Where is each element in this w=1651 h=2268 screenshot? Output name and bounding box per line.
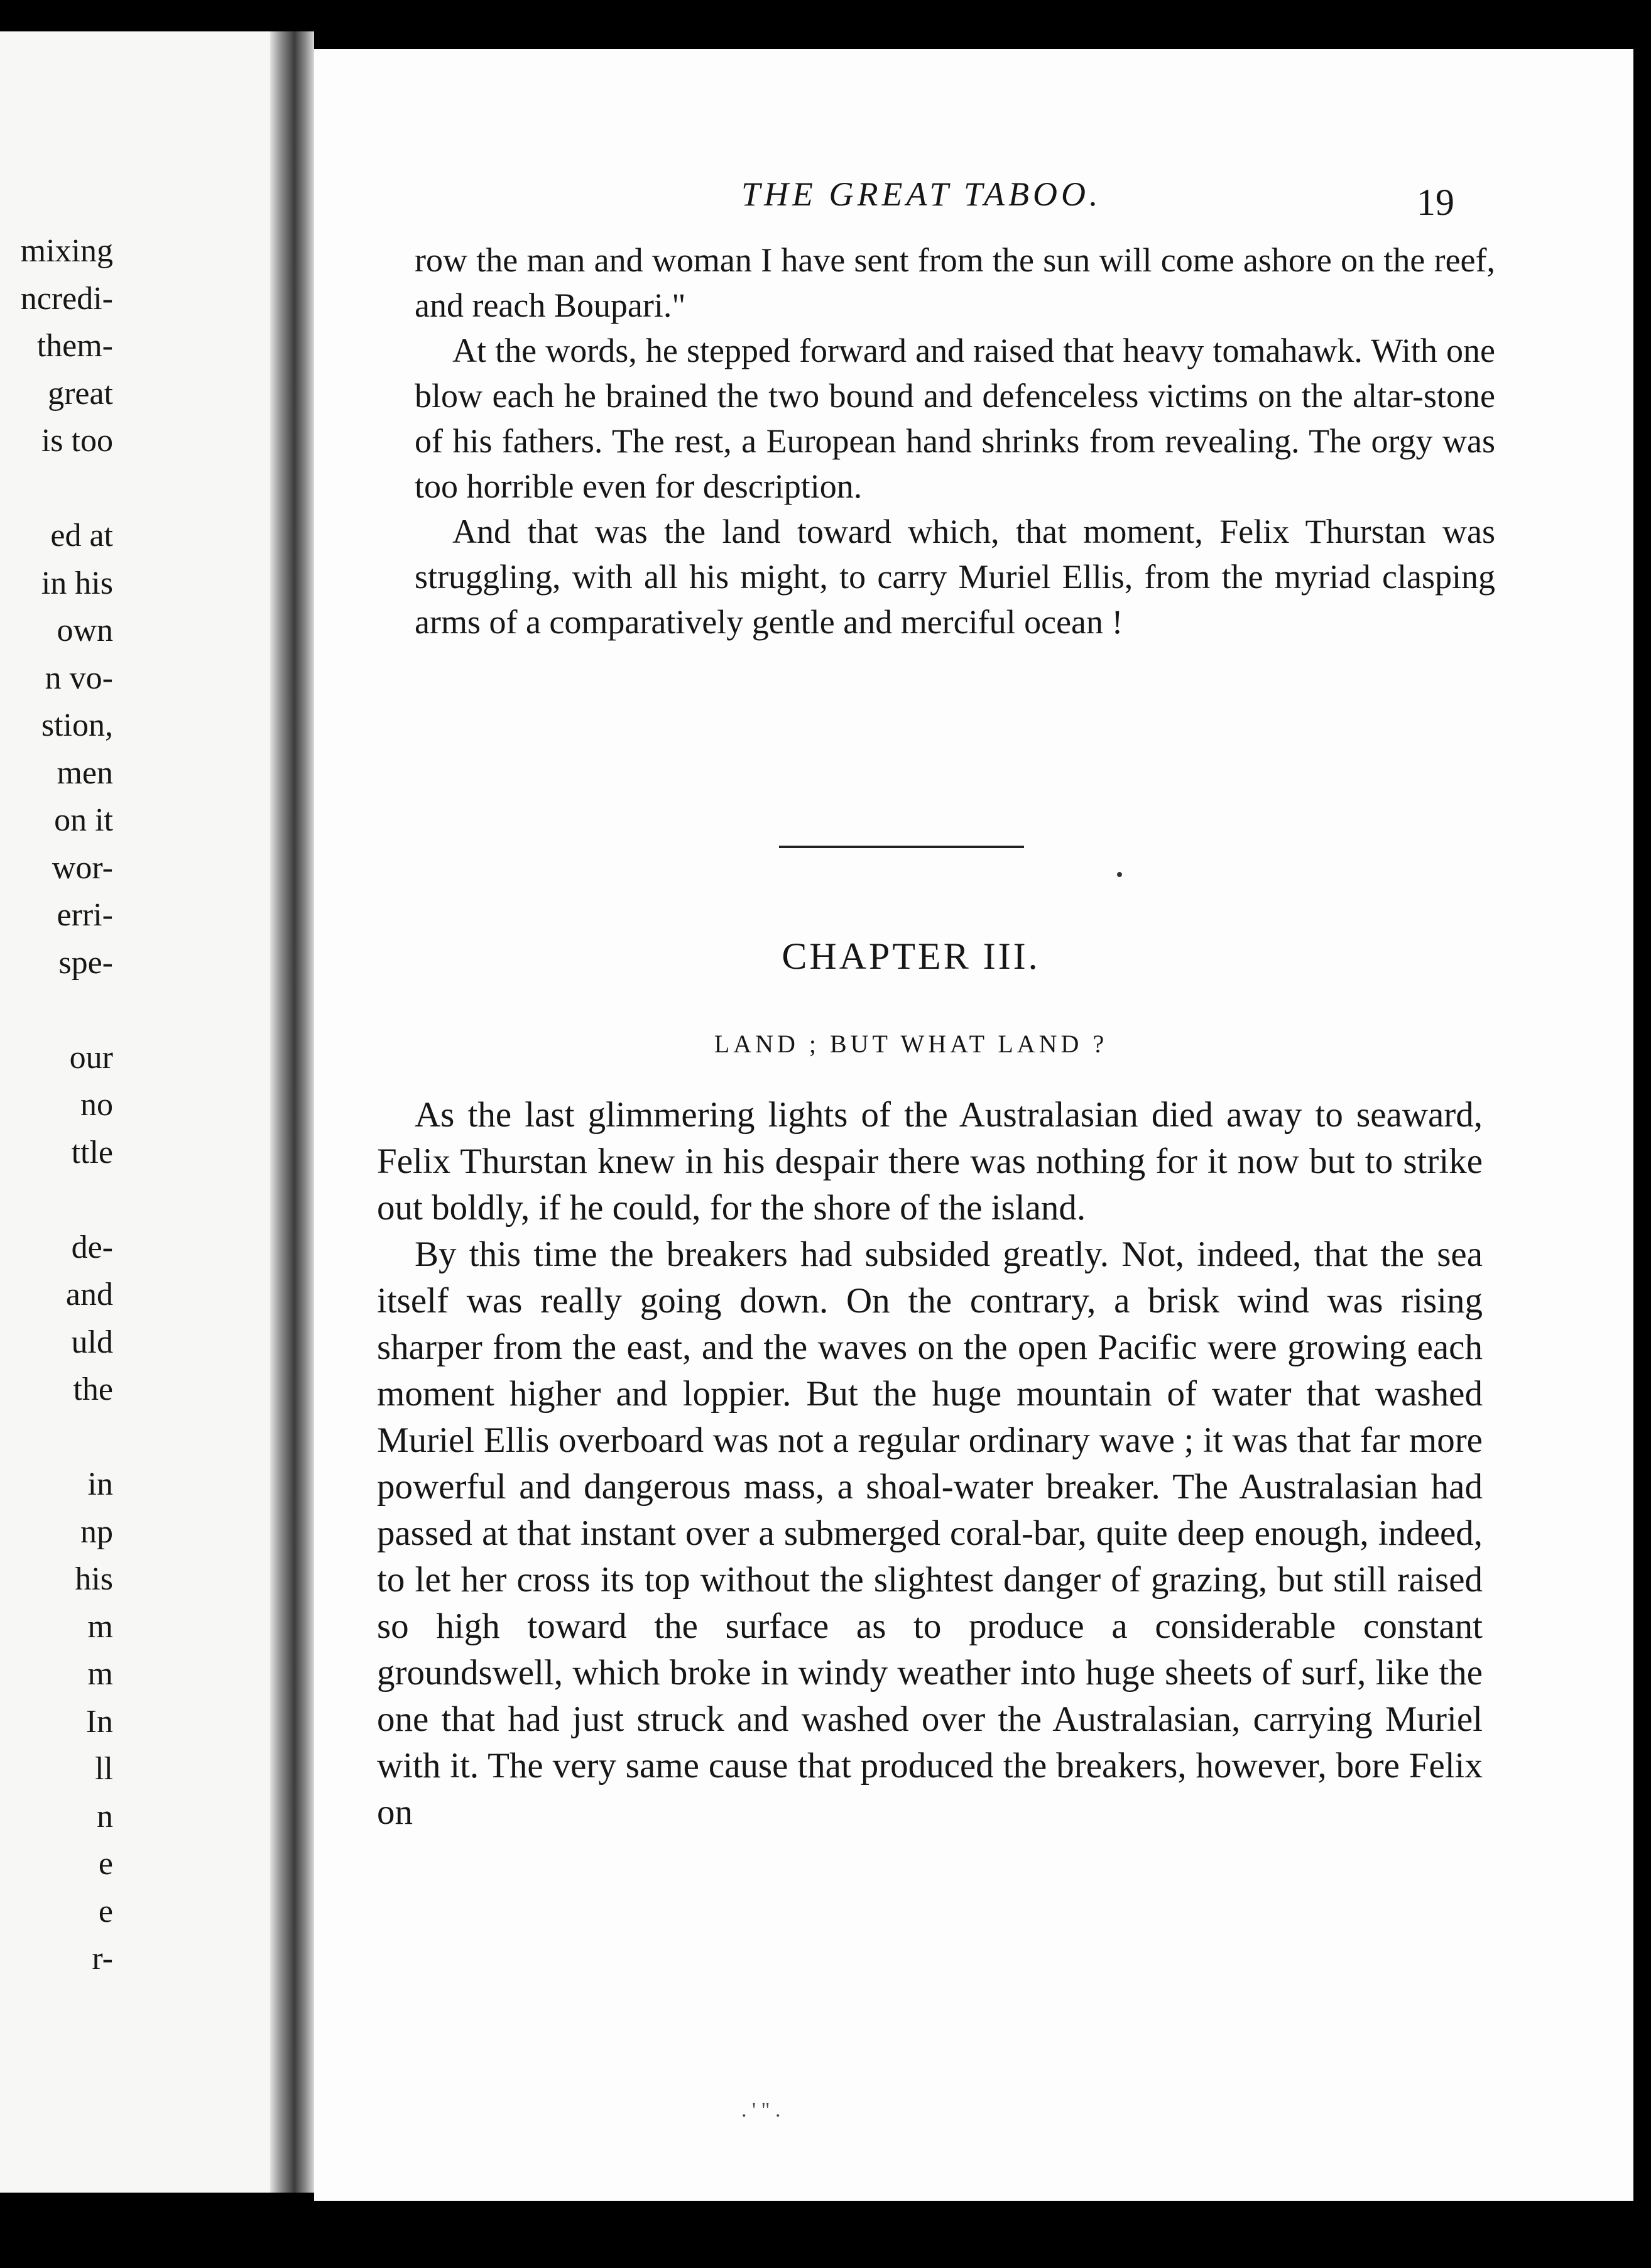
paragraph: By this time the breakers had subsided greatly. Not, indeed, that the sea itself was really going down. On the contrary, a brisk wind was rising sharper from the east, and the waves on the open Pacific were growing each moment higher and loppier. But the huge mountain of water that washed Muriel Ellis overboard was not a regular ordinary wave ; it was that far more powerful and dangerous mass, a shoal-water breaker. The Australasian had passed at that instant over a submerged coral-bar, quite deep enough, indeed, to let her cross its top without the slightest danger of grazing, but still raised so high toward the surface as to produce a considerable constant groundswell, which broke in windy weather into huge sheets of surf, like the one that had just struck and washed over the Australasian, carrying Muriel with it. The very same cause that produced the breakers, however, bore Felix on xyxy=(377,1235,1483,1832)
left-page-fragment: the xyxy=(73,1371,113,1407)
left-facing-page xyxy=(0,31,270,2193)
left-page-fragment: is too xyxy=(41,423,113,459)
left-page-fragment: m xyxy=(87,1656,113,1692)
left-page-fragment: In xyxy=(85,1703,113,1740)
page-number: 19 xyxy=(1417,182,1454,223)
left-page-fragment: own xyxy=(57,613,113,648)
left-page-fragment: mixing xyxy=(20,233,113,269)
left-page-fragment: ttle xyxy=(71,1134,113,1170)
chapter-title: CHAPTER III. xyxy=(782,935,1040,977)
left-page-fragment: in xyxy=(87,1466,113,1502)
left-page-fragment: our xyxy=(69,1039,113,1076)
left-page-fragment: in his xyxy=(41,565,113,601)
left-page-fragment: men xyxy=(57,755,113,791)
left-page-fragment: his xyxy=(75,1561,113,1597)
chapter-subtitle: LAND ; BUT WHAT LAND ? xyxy=(714,1030,1108,1058)
left-page-fragment: ll xyxy=(95,1751,113,1787)
left-page-fragment: r- xyxy=(92,1941,113,1976)
paragraph: As the last glimmering lights of the Australasian died away to seaward, Felix Thurstan knew in his despair there was nothing for it now but to strike out boldly, if he could, for the shore of the island. xyxy=(377,1095,1483,1228)
left-page-fragment: ed at xyxy=(50,518,113,553)
left-page-fragment: erri- xyxy=(57,897,113,933)
paragraph: And that was the land toward which, that moment, Felix Thurstan was struggling, with all his might, to carry Muriel Ellis, from the myriad clasping arms of a comparatively gentle and merciful ocean ! xyxy=(415,513,1495,641)
left-page-fragment: great xyxy=(48,375,113,412)
left-page-fragment: no xyxy=(80,1087,113,1123)
book-gutter xyxy=(270,31,314,2193)
left-page-fragment: ncredi- xyxy=(20,280,113,317)
chapter-body xyxy=(377,1092,1483,1836)
left-page-fragment: de- xyxy=(71,1229,113,1265)
left-page-fragment: e xyxy=(98,1893,113,1929)
left-page-fragment: uld xyxy=(71,1324,113,1360)
paragraph: At the words, he stepped forward and raised that heavy tomahawk. With one blow each he brained the two bound and defenceless victims on the altar-stone of his fathers. The rest, a European hand shrinks from revealing. The orgy was too horrible even for description. xyxy=(415,332,1495,505)
left-page-fragment: n vo- xyxy=(45,660,113,696)
left-page-fragment: on it xyxy=(54,802,113,838)
section-divider xyxy=(779,846,1024,848)
right-page xyxy=(314,49,1633,2201)
left-page-fragment: spe- xyxy=(58,944,113,981)
top-text-block xyxy=(415,237,1495,645)
left-page-fragment: m xyxy=(87,1608,113,1645)
footer-marks: . ' " . xyxy=(741,2098,781,2122)
ink-speck xyxy=(1117,872,1122,877)
left-page-fragment: wor- xyxy=(52,849,113,886)
left-page-fragment: e xyxy=(98,1846,113,1882)
left-page-fragment: and xyxy=(65,1277,113,1312)
paragraph-continuation: row the man and woman I have sent from the sun will come ashore on the reef, and reach Boupari." xyxy=(415,241,1495,324)
running-header: THE GREAT TABOO. xyxy=(741,175,1102,213)
left-page-fragment: them- xyxy=(36,328,113,364)
left-page-fragment: n xyxy=(97,1798,113,1835)
left-page-fragment: np xyxy=(80,1513,113,1550)
left-page-fragment: stion, xyxy=(41,707,113,743)
